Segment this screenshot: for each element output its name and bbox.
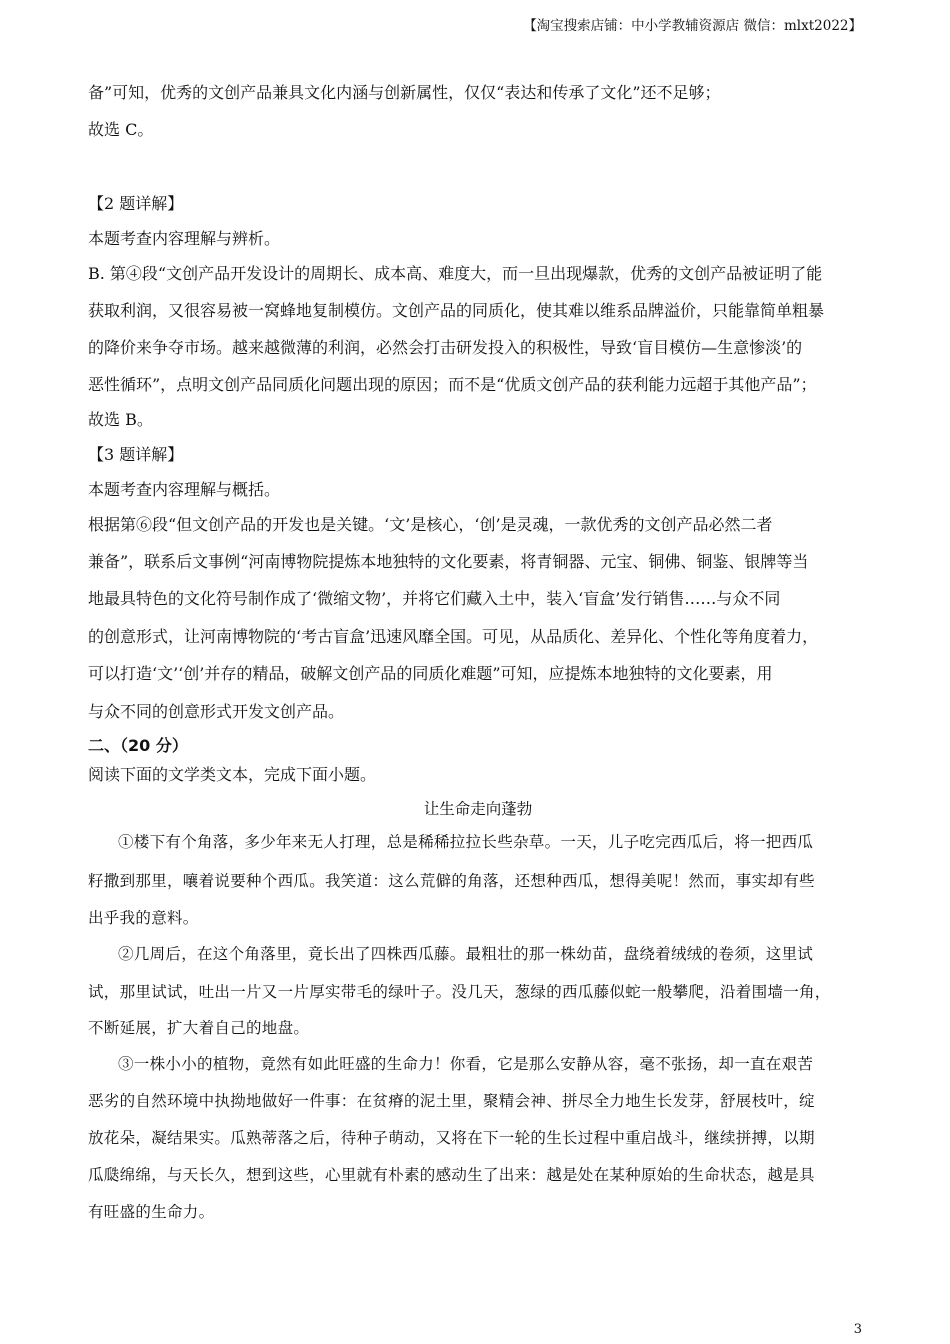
section-heading: 二、（20 分） [88,736,188,755]
paragraph-line: 试，那里试试，吐出一片又一片厚实带毛的绿叶子。没几天，葱绿的西瓜藤似蛇一般攀爬，沿着围墙一角， [88,983,831,1001]
paragraph-line: 籽撒到那里，嚷着说要种个西瓜。我笑道：这么荒僻的角落，还想种西瓜，想得美呢！然而，事实却有些 [88,872,815,890]
page-header: 【淘宝搜索店铺：中小学教辅资源店 微信：mlxt2022】 [523,18,862,34]
paragraph-line: ②几周后，在这个角落里，竟长出了四株西瓜藤。最粗壮的那一株幼苗，盘绕着绒绒的卷须，这里试 [118,945,814,963]
text-line: 故选 C。 [88,120,154,139]
page-number: 3 [853,1322,862,1337]
paragraph-line: 有旺盛的生命力。 [88,1203,215,1221]
section-instruction: 阅读下面的文学类文本，完成下面小题。 [88,765,377,784]
text-line: 获取利润，又很容易被一窝蜂地复制模仿。文创产品的同质化，使其难以维系品牌溢价，只能靠简单粗暴 [88,301,825,320]
paragraph-line: ③一株小小的植物，竟然有如此旺盛的生命力！你看，它是那么安静从容，毫不张扬，却一直在艰苦 [118,1055,814,1073]
text-line: 可以打造‘文’‘创’并存的精品，破解文创产品的同质化难题”可知，应提炼本地独特的文化要素，用 [88,664,773,683]
paragraph-line: 瓜瓞绵绵，与天长久，想到这些，心里就有朴素的感动生了出来：越是处在某种原始的生命状态，越是具 [88,1166,815,1184]
paragraph-line: 恶劣的自然环境中执拗地做好一件事：在贫瘠的泥土里，聚精会神、拼尽全力地生长发芽，舒展枝叶，绽 [88,1092,815,1110]
text-line: 故选 B。 [88,410,153,429]
paragraph-line: 放花朵，凝结果实。瓜熟蒂落之后，待种子萌动，又将在下一轮的生长过程中重启战斗，继续拼搏，以期 [88,1129,815,1147]
q2-heading: 【2 题详解】 [88,194,184,213]
text-line: B. 第④段“文创产品开发设计的周期长、成本高、难度大，而一旦出现爆款，优秀的文创产品被证明了能 [88,264,823,283]
text-line: 根据第⑥段“但文创产品的开发也是关键。‘文’是核心，‘创’是灵魂，一款优秀的文创产品必然二者 [88,515,773,534]
text-line: 备”可知，优秀的文创产品兼具文化内涵与创新属性，仅仅“表达和传承了文化”还不足够； [88,83,721,102]
text-line: 恶性循环”，点明文创产品同质化问题出现的原因；而不是“优质文创产品的获利能力远超于其他产品”； [88,375,817,394]
paragraph-line: 不断延展，扩大着自己的地盘。 [88,1019,310,1037]
article-title: 让生命走向蓬勃 [423,800,533,818]
paragraph-line: 出乎我的意料。 [88,909,199,927]
text-line: 本题考查内容理解与辨析。 [88,229,281,248]
text-line: 与众不同的创意形式开发文创产品。 [88,702,345,721]
q3-heading: 【3 题详解】 [88,445,184,464]
text-line: 的降价来争夺市场。越来越微薄的利润，必然会打击研发投入的积极性，导致‘盲目模仿—生意惨淡’的 [88,338,803,357]
paragraph-line: ①楼下有个角落，多少年来无人打理，总是稀稀拉拉长些杂草。一天，儿子吃完西瓜后，将一把西瓜 [118,833,814,851]
text-line: 的创意形式，让河南博物院的‘考古盲盒’迅速风靡全国。可见，从品质化、差异化、个性化等角度着力， [88,627,819,646]
text-line: 地最具特色的文化符号制作成了‘微缩文物’，并将它们藏入土中，装入‘盲盒’发行销售……与众不同 [88,589,781,608]
text-line: 本题考查内容理解与概括。 [88,480,281,499]
text-line: 兼备”，联系后文事例“河南博物院提炼本地独特的文化要素，将青铜器、元宝、铜佛、铜鉴、银牌等当 [88,552,809,571]
